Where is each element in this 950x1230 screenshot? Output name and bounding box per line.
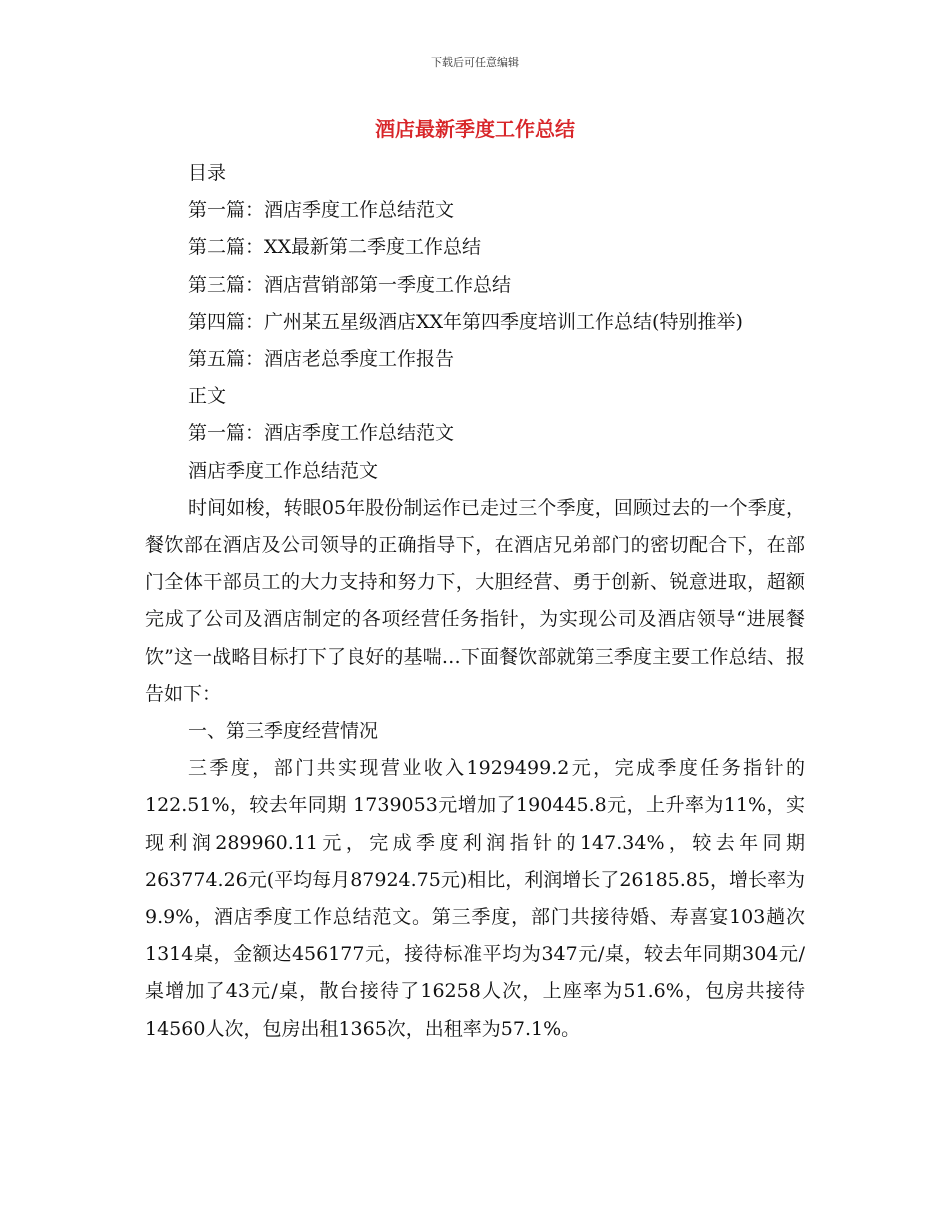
section-heading-1: 第一篇：酒店季度工作总结范文 [188,422,455,445]
toc-item-2: 第二篇：XX最新第二季度工作总结 [188,236,482,259]
document-body [145,155,805,1048]
toc-item-3: 第三篇：酒店营销部第一季度工作总结 [188,273,512,296]
toc-item-1: 第一篇：酒店季度工作总结范文 [188,199,455,222]
intro-paragraph: 时间如梭，转眼05年股份制运作已走过三个季度，回顾过去的一个季度，餐饮部在酒店及公司领导的正确指导下，在酒店兄弟部门的密切配合下，在部门全体干部员工的大力支持和努力下，大胆经营、勇于创新、锐意进取，超额完成了公司及酒店制定的各项经营任务指针，为实现公司及酒店领导“进展餐饮”这一战略目标打下了良好的基喘…下面餐饮部就第三季度主要工作总结、报告如下： [145,496,805,705]
subsection-heading: 一、第三季度经营情况 [188,720,379,743]
body-heading: 正文 [188,385,227,408]
toc-heading: 目录 [188,162,227,184]
operations-paragraph: 三季度，部门共实现营业收入1929499.2元，完成季度任务指针的122.51%，较去年同期 1739053元增加了190445.8元，上升率为11%，实现利润289960.11元，完成季度利润指针的147.34%，较去年同期263774.26元(平均每月87924.75元)相比，利润增长了26185.85，增长率为9.9%，酒店季度工作总结范文。第三季度，部门共接待婚、寿喜宴103趟次 1314桌，金额达456177元，接待标准平均为347元/桌，较去年同期304元/桌增加了43元/桌，散台接待了16258人次，上座率为51.6%，包房共接待14560人次，包房出租1365次，出租率为57.1%。 [145,757,805,1040]
toc-item-5: 第五篇：酒店老总季度工作报告 [188,348,455,371]
section-subtitle: 酒店季度工作总结范文 [188,459,379,482]
toc-item-4: 第四篇：广州某五星级酒店XX年第四季度培训工作总结(特别推举) [188,310,743,333]
document-title: 酒店最新季度工作总结 [375,117,575,141]
header-note: 下载后可任意编辑 [431,56,519,69]
